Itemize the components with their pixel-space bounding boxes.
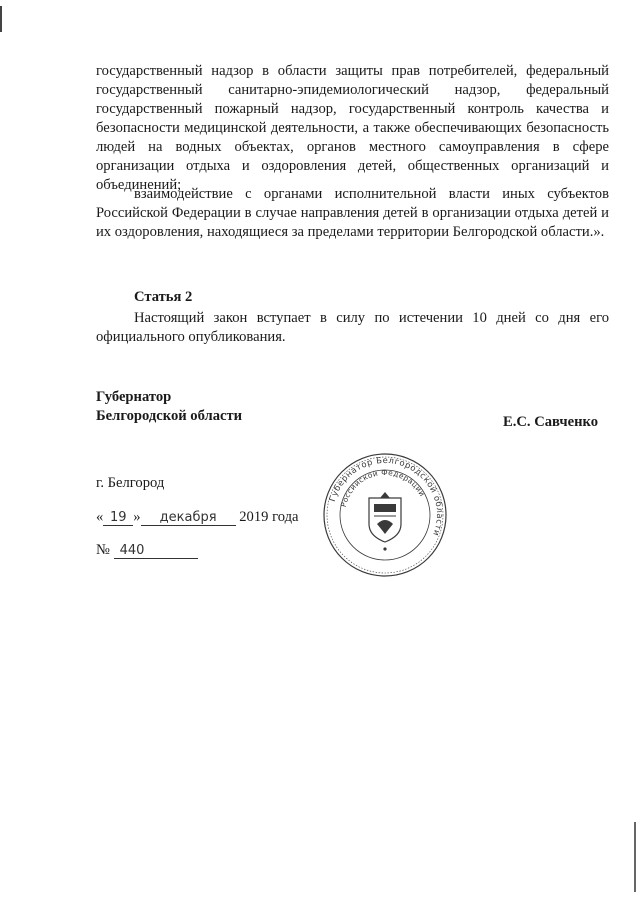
date-line: [96, 509, 299, 526]
article-heading: Статья 2: [134, 289, 193, 305]
paragraph-continuation: государственный надзор в области защиты прав потребителей, федеральный государственный санитарно-эпидемиологический надзор, федеральный государственный пожарный надзор, государственный контроль качества и безопасности медицинской деятельности, а также обеспечивающих безопасность людей на водных объектах, органов местного самоуправления в сфере организации отдыха и оздоровления детей, общественных организаций и объединений;: [96, 63, 609, 193]
signatory-title-line-2: Белгородской области: [96, 408, 243, 424]
signatory-title-line-1: Губернатор: [96, 389, 172, 405]
scan-edge-mark: [634, 822, 636, 892]
seal-outer-text: Губернатор Белгородской области: [326, 454, 446, 538]
seal-inner-text: Российской Федерации: [338, 467, 427, 509]
number-line: [96, 542, 198, 559]
official-seal-icon: [322, 452, 448, 578]
paragraph-entry-into-force: Настоящий закон вступает в силу по истечении 10 дней со дня его официального опубликования.: [96, 310, 609, 345]
signatory-name: Е.С. Савченко: [502, 414, 598, 430]
date-month: декабря: [141, 510, 236, 526]
number-value: 440: [114, 543, 198, 559]
coat-of-arms-icon: [369, 492, 401, 551]
date-year: 2019 года: [239, 509, 299, 525]
scan-edge-mark: [0, 6, 2, 32]
date-day: 19: [103, 510, 133, 526]
paragraph-interaction: взаимодействие с органами исполнительной власти иных субъектов Российской Федерации в случае направления детей в организации отдыха детей и их оздоровления, находящиеся за пределами территории Белгородской области.».: [96, 186, 609, 240]
date-open-quote: «: [96, 509, 104, 525]
number-prefix: №: [96, 542, 110, 558]
date-close-quote: »: [133, 509, 141, 525]
signatory-title: [96, 388, 242, 426]
city-label: г. Белгород: [96, 475, 165, 491]
